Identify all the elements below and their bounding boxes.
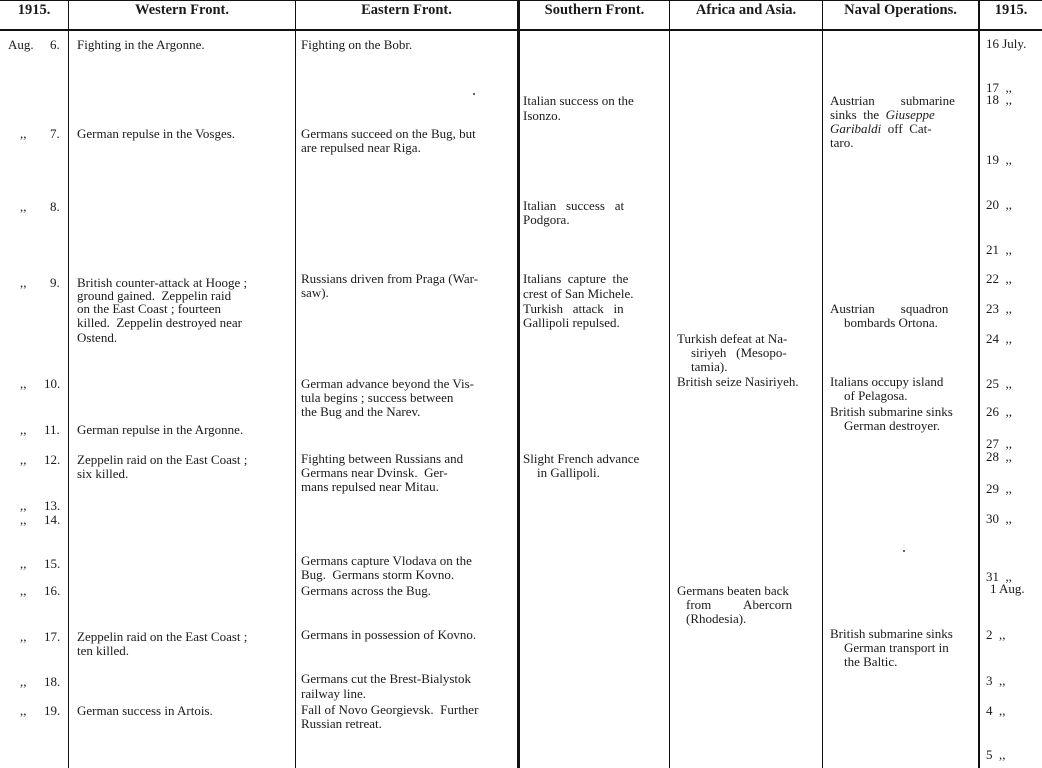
aug-date: 4 ,, <box>986 703 1006 718</box>
western-entry: German repulse in the Vosges. <box>77 126 236 141</box>
date-prefix: ,, <box>20 556 27 571</box>
july-date: 18 ,, <box>986 92 1012 107</box>
date-prefix: ,, <box>20 512 27 527</box>
july-date: 29 ,, <box>986 481 1012 496</box>
western-entry: Fighting in the Argonne. <box>77 37 205 52</box>
header-rule <box>0 29 1042 31</box>
header-southern-front: Southern Front. <box>544 2 645 18</box>
ship-name: Giuseppe <box>885 107 935 122</box>
july-date: 28 ,, <box>986 449 1012 464</box>
date-prefix: Aug. <box>8 37 34 52</box>
aug-date: 3 ,, <box>986 673 1006 688</box>
july-date: 22 ,, <box>986 271 1012 286</box>
africa-entry: British seize Nasiriyeh. <box>677 374 799 389</box>
date-prefix: ,, <box>20 452 27 467</box>
date-prefix: ,, <box>20 126 27 141</box>
top-rule <box>0 0 1042 1</box>
ink-speck <box>473 93 475 95</box>
july-date: 30 ,, <box>986 511 1012 526</box>
date-day: 18. <box>44 674 61 689</box>
date-prefix: ,, <box>20 703 27 718</box>
date-day: 19. <box>44 703 61 718</box>
western-entry: German repulse in the Argonne. <box>77 422 244 437</box>
column-rule <box>669 0 670 768</box>
date-prefix: ,, <box>20 674 27 689</box>
july-date: 19 ,, <box>986 152 1012 167</box>
date-day: 10. <box>44 376 61 391</box>
july-date: 31 ,, <box>986 569 1012 584</box>
date-day: 17. <box>44 629 61 644</box>
july-date: 24 ,, <box>986 331 1012 346</box>
header-western-front: Western Front. <box>135 2 229 18</box>
july-date: 20 ,, <box>986 197 1012 212</box>
column-rule <box>68 0 69 768</box>
eastern-entry: Fighting on the Bobr. <box>301 37 413 52</box>
date-prefix: ,, <box>20 629 27 644</box>
date-prefix: ,, <box>20 583 27 598</box>
document-page: 1915. Western Front. Eastern Front. Southern Front. Africa and Asia. Naval Operations. 1915. Aug. 6. ,, 7. ,, 8. ,, 9. ,, 10. ,, 11. ,, 12. ,, 13. ,, 14. ,, 15. ,, 16. ,, 17. ,, 18. ,, 19. Fighting in the Argonne. German repulse in the Vosges. British counter-attack at Hooge ; ground gained. Zeppelin raid on the East Coast ; fourteen killed. Zeppelin destroyed near Ostend. German repulse in the Argonne. Zeppelin raid on the East Coast ; six killed. Zeppelin raid on the East Coast ; ten killed. German success in Artois. Fighting on the Bobr. Germans succeed on the Bug, but are repulsed near Riga. Russians driven from Praga (War- saw). German advance beyond the Vis- tula begins ; success between the Bug and the Narev. Fighting between Russians and Germans near Dvinsk. Ger- mans repulsed near Mitau. Germans capture Vlodava on the Bug. Germans storm Kovno. Germans across the Bug. Germans in possession of Kovno. Germans cut the Brest-Bialystok railway line. Fall of Novo Georgievsk. Further Russian retreat. Italian success on the Isonzo. Italian success at Podgora. Italians capture the crest of San Michele. Turkish attack in Gallipoli repulsed. Slight French advance in Gallipoli. Turkish defeat at Na- siriyeh (Mesopo- tamia). British seize Nasiriyeh. Germans beaten back from Abercorn (Rhodesia). Austrian submarine sinks the Giuseppe Garibaldi off Cat- taro. Austrian squadron bombards Ortona. Italians occupy island of Pelagosa. British submarine sinks German destroyer. British submarine sinks German transport in the Baltic. 16 July. 17 ,, 18 ,, 19 ,, 20 ,, 21 ,, 22 ,, 23 ,, 24 ,, 25 ,, 26 ,, 27 ,, 28 ,, 29 ,, 30 ,, 31 ,, 1 Aug. 2 ,, 3 ,, 4 ,, 5 ,, <box>0 0 1042 768</box>
aug-date: 2 ,, <box>986 627 1006 642</box>
date-day: 16. <box>44 583 61 598</box>
july-date: 23 ,, <box>986 301 1012 316</box>
header-year-right: 1915. <box>994 2 1028 18</box>
date-prefix: ,, <box>20 498 27 513</box>
date-day: 11. <box>44 422 60 437</box>
column-rule <box>295 0 296 768</box>
date-prefix: ,, <box>20 199 27 214</box>
ink-speck <box>903 550 905 552</box>
july-date: 27 ,, <box>986 436 1012 451</box>
ship-name: Garibaldi <box>830 121 882 136</box>
july-date: 21 ,, <box>986 242 1012 257</box>
column-rule <box>517 0 520 768</box>
date-prefix: ,, <box>20 376 27 391</box>
header-eastern-front: Eastern Front. <box>361 2 452 18</box>
eastern-entry: Germans across the Bug. <box>301 583 431 598</box>
column-rule <box>822 0 823 768</box>
header-africa-asia: Africa and Asia. <box>695 2 797 18</box>
date-day: 8. <box>50 199 60 214</box>
aug-date: 1 Aug. <box>990 581 1025 596</box>
aug-date: 5 ,, <box>986 747 1006 762</box>
header-year-left: 1915. <box>17 2 51 18</box>
column-rule <box>978 0 980 768</box>
date-day: 12. <box>44 452 61 467</box>
july-date: 16 July. <box>986 36 1027 51</box>
date-prefix: ,, <box>20 422 27 437</box>
date-prefix: ,, <box>20 275 27 290</box>
western-entry: German success in Artois. <box>77 703 213 718</box>
date-day: 7. <box>50 126 60 141</box>
header-naval-operations: Naval Operations. <box>844 2 957 18</box>
july-date: 26 ,, <box>986 404 1012 419</box>
date-day: 14. <box>44 512 61 527</box>
eastern-entry: Germans in possession of Kovno. <box>301 627 477 642</box>
date-day: 13. <box>44 498 61 513</box>
july-date: 17 ,, <box>986 80 1012 95</box>
july-date: 25 ,, <box>986 376 1012 391</box>
date-day: 15. <box>44 556 61 571</box>
date-day: 6. <box>50 37 60 52</box>
date-day: 9. <box>50 275 60 290</box>
